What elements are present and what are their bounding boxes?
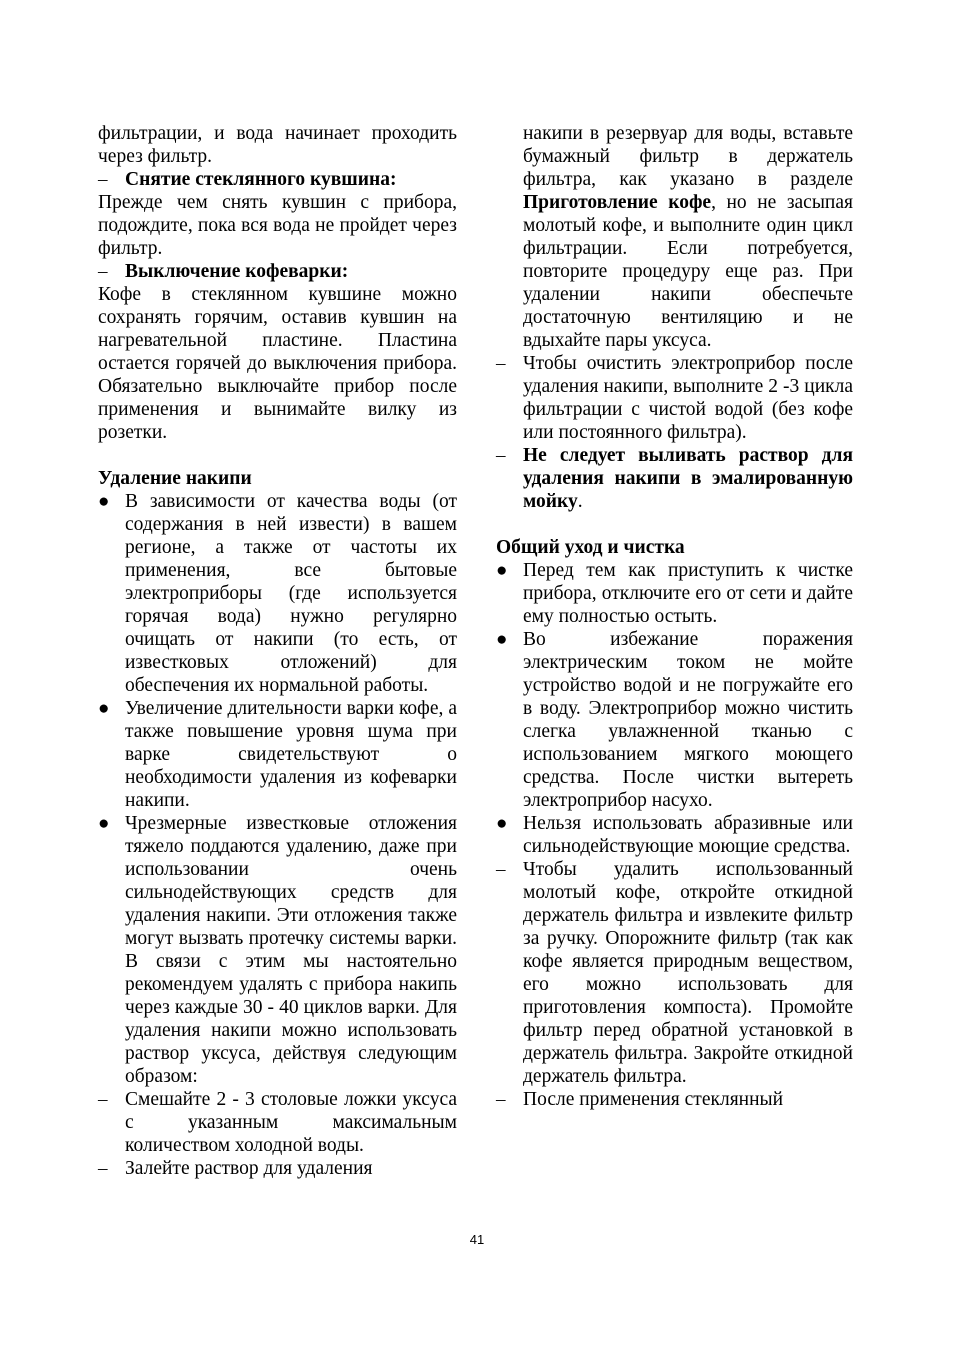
remove-jug-title: Снятие стеклянного кувшина: <box>125 169 397 190</box>
dash-marker: – <box>98 1089 108 1110</box>
list-item <box>496 628 853 812</box>
dash-marker: – <box>98 261 108 282</box>
list-item <box>496 559 853 628</box>
dash-marker: – <box>98 1158 108 1179</box>
list-item-text: Чрезмерные известковые отложения тяжело поддаются удалению, даже при использовании очень сильнодействующих средств для удаления накипи. Эти отложения также могут вызвать протечку системы варки. В связи с этим мы настоятельно рекомендуем удалять с прибора накипь через каждые 30 - 40 циклов варки. Для удаления накипи можно использовать раствор уксуса, действуя следующим образом: <box>125 813 457 1087</box>
list-item-text: Чтобы очистить электроприбор после удаления накипи, выполните 2 -3 цикла фильтрации с чистой водой (без кофе или постоянного фильтра). <box>523 353 853 443</box>
switch-off-title: Выключение кофеварки: <box>125 261 349 282</box>
list-item <box>496 352 853 444</box>
bullet-icon: ● <box>98 491 110 512</box>
list-item-text: После применения стеклянный <box>523 1089 784 1110</box>
continued-text: накипи в резервуар для воды, вставьте бумажный фильтр в держатель фильтра, как указано в разделе Приготовление кофе, но не засыпая молотый кофе, и выполните один цикл фильтрации. Если потребуется, повторите процедуру еще раз. При удалении накипи обеспечьте достаточную вентиляцию и не вдыхайте пары уксуса. <box>523 123 853 351</box>
list-item <box>98 1157 457 1180</box>
list-item-text: В зависимости от качества воды (от содержания в ней извести) в вашем регионе, а также от частоты их применения, все бытовые электроприборы (где используется горячая вода) нужно регулярно очищать от накипи (то есть, от известковых отложений) для обеспечения их нормальной работы. <box>125 491 457 696</box>
switch-off-item <box>98 260 457 283</box>
descale-heading: Удаление накипи <box>98 468 252 489</box>
continued-item <box>496 122 853 352</box>
list-item <box>98 1088 457 1157</box>
warning-item <box>496 444 853 513</box>
list-item <box>98 490 457 697</box>
list-item-text: Залейте раствор для удаления <box>125 1158 373 1179</box>
right-column <box>496 122 853 1111</box>
list-item <box>496 812 853 858</box>
left-column <box>98 122 457 1180</box>
list-item <box>496 858 853 1088</box>
list-item <box>98 697 457 812</box>
page-number: 41 <box>469 1232 485 1247</box>
bullet-icon: ● <box>98 813 110 834</box>
bullet-icon: ● <box>496 560 508 581</box>
bullet-icon: ● <box>496 629 508 650</box>
list-item-text: Смешайте 2 - 3 столовые ложки уксуса с указанным максимальным количеством холодной воды. <box>125 1089 457 1156</box>
list-item <box>496 1088 853 1111</box>
remove-jug-item <box>98 168 457 191</box>
dash-marker: – <box>496 1089 506 1110</box>
bullet-icon: ● <box>496 813 508 834</box>
list-item-text: Перед тем как приступить к чистке прибора, отключите его от сети и дайте ему полностью остыть. <box>523 560 853 627</box>
continued-text: фильтрации, и вода начинает проходить через фильтр. <box>98 123 457 167</box>
dash-marker: – <box>496 445 506 466</box>
dash-marker: – <box>496 859 506 880</box>
section-reference: Приготовление кофе <box>523 192 712 213</box>
bullet-icon: ● <box>98 698 110 719</box>
warning-text: Не следует выливать раствор для удаления накипи в эмалированную мойку. <box>523 445 853 512</box>
list-item <box>98 812 457 1088</box>
list-item-text: Во избежание поражения электрическим током не мойте устройство водой и не погружайте его в воду. Электроприбор можно чистить слегка увлажненной тканью с использованием мягкого моющего средства. После чистки вытереть электроприбор насухо. <box>523 629 853 811</box>
remove-jug-text: Прежде чем снять кувшин с прибора, подождите, пока вся вода не пройдет через фильтр. <box>98 192 457 259</box>
care-heading: Общий уход и чистка <box>496 537 685 558</box>
list-item-text: Нельзя использовать абразивные или сильнодействующие моющие средства. <box>523 813 853 857</box>
list-item-text: Чтобы удалить использованный молотый кофе, откройте откидной держатель фильтра и извлеките фильтр за ручку. Опорожните фильтр (так как кофе является природным веществом, его можно использовать для приготовления компоста). Промойте фильтр перед обратной установкой в держатель фильтра. Закройте откидной держатель фильтра. <box>523 859 853 1087</box>
switch-off-text: Кофе в стеклянном кувшине можно сохранять горячим, оставив кувшин на нагревательной пластине. Пластина остается горячей до выключения прибора. Обязательно выключайте прибор после применения и вынимайте вилку из розетки. <box>98 284 457 443</box>
list-item-text: Увеличение длительности варки кофе, а также повышение уровня шума при варке свидетельствуют о необходимости удаления из кофеварки накипи. <box>125 698 457 811</box>
dash-marker: – <box>496 353 506 374</box>
dash-marker: – <box>98 169 108 190</box>
